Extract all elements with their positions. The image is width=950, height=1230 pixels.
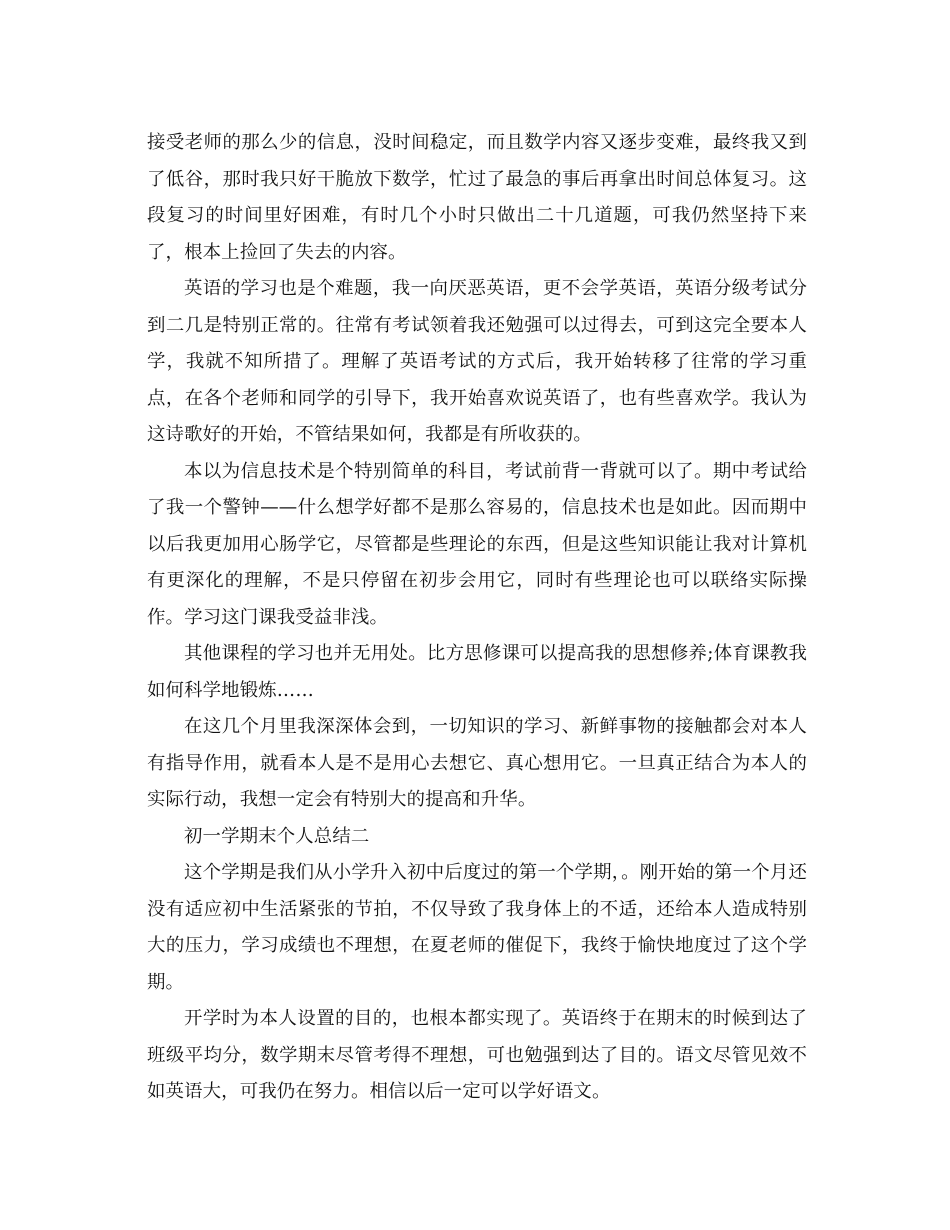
paragraph-first-semester: 这个学期是我们从小学升入初中后度过的第一个学期，。刚开始的第一个月还没有适应初中生活紧张的节拍，不仅导致了我身体上的不适，还给本人造成特别大的压力，学习成绩也不理想，在夏老师的催促下，我终于愉快地度过了这个学期。: [147, 862, 807, 993]
paragraph-math-review: 接受老师的那么少的信息，没时间稳定，而且数学内容又逐步变难，最终我又到了低谷，那时我只好干脆放下数学，忙过了最急的事后再拿出时间总体复习。这段复习的时间里好困难，有时几个小时只做出二十几道题，可我仍然坚持下来了，根本上捡回了失去的内容。: [147, 132, 807, 263]
paragraph-other-courses: 其他课程的学习也并无用处。比方思修课可以提高我的思想修养;体育课教我如何科学地锻炼……: [147, 643, 807, 701]
paragraph-reflection: 在这几个月里我深深体会到，一切知识的学习、新鲜事物的接触都会对本人有指导作用，就看本人是不是用心去想它、真心想用它。一旦真正结合为本人的实际行动，我想一定会有特别大的提高和升华。: [147, 716, 807, 810]
paragraph-english: 英语的学习也是个难题，我一向厌恶英语，更不会学英语，英语分级考试分到二几是特别正常的。往常有考试领着我还勉强可以过得去，可到这完全要本人学，我就不知所措了。理解了英语考试的方式后，我开始转移了往常的学习重点，在各个老师和同学的引导下，我开始喜欢说英语了，也有些喜欢学。我认为这诗歌好的开始，不管结果如何，我都是有所收获的。: [147, 278, 807, 445]
paragraph-goals: 开学时为本人设置的目的，也根本都实现了。英语终于在期末的时候到达了班级平均分，数学期末尽管考得不理想，可也勉强到达了目的。语文尽管见效不如英语大，可我仍在努力。相信以后一定可以学好语文。: [147, 1008, 807, 1102]
paragraph-it: 本以为信息技术是个特别简单的科目，考试前背一背就可以了。期中考试给了我一个警钟——什么想学好都不是那么容易的，信息技术也是如此。因而期中以后我更加用心肠学它，尽管都是些理论的东西，但是这些知识能让我对计算机有更深化的理解，不是只停留在初步会用它，同时有些理论也可以联络实际操作。学习这门课我受益非浅。: [147, 460, 807, 628]
section-heading: 初一学期末个人总结二: [184, 825, 370, 847]
document-body: [147, 125, 807, 1111]
